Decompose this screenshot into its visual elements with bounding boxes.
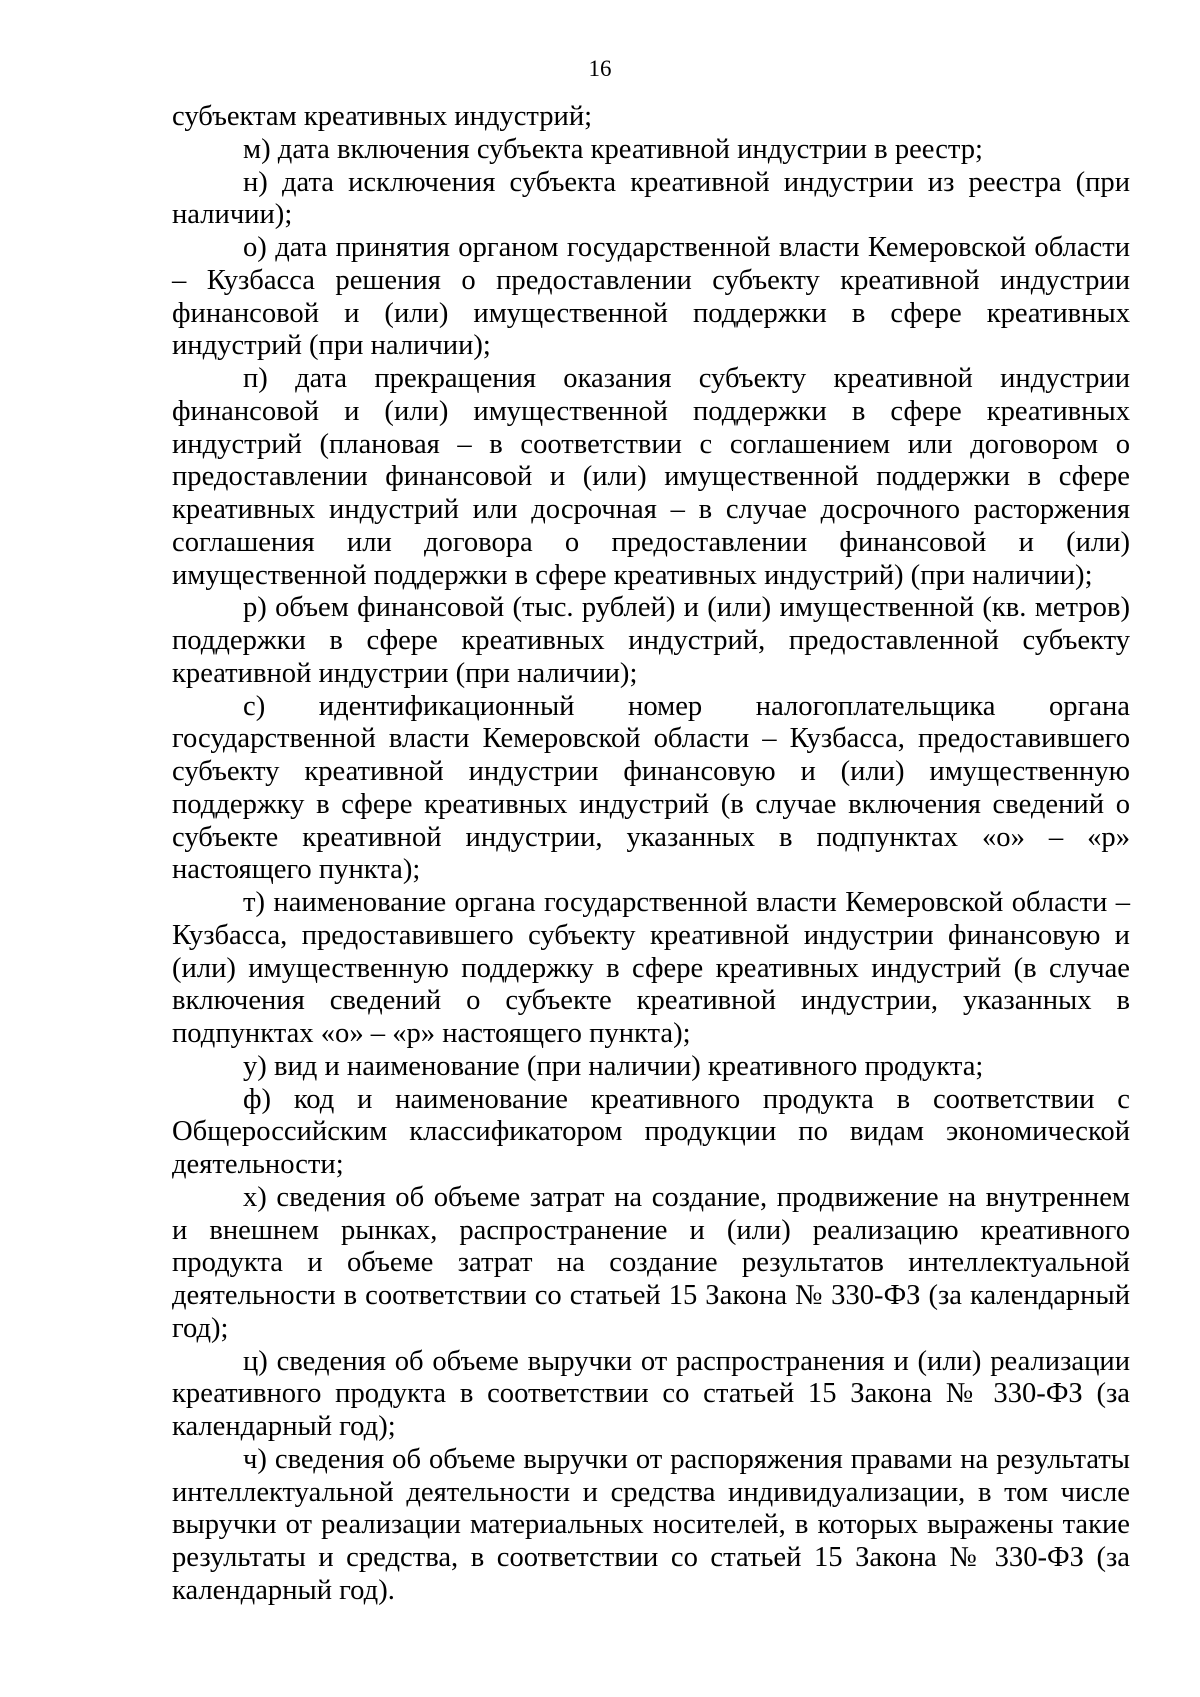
paragraph-item-m: м) дата включения субъекта креативной индустрии в реестр; — [243, 133, 983, 165]
paragraph-item-h: х) сведения об объеме затрат на создание, продвижение на внутреннем и внешнем рынках, распространение и (или) реализацию креативного продукта и объеме затрат на создание результатов интеллектуальной деятельности в соответствии со статьей 15 Закона № 330-ФЗ (за календарный год); — [172, 1181, 1130, 1344]
paragraph-item-r: р) объем финансовой (тыс. рублей) и (или) имущественной (кв. метров) поддержки в сфере креативных индустрий, предоставленной субъекту креативной индустрии (при наличии); — [172, 592, 1130, 689]
paragraph-item-s: с) идентификационный номер налогоплательщика органа государственной власти Кемеровской области – Кузбасса, предоставившего субъекту креативной индустрии финансовую и (или) имущественную поддержку в сфере креативных индустрий (в случае включения сведений о субъекте креативной индустрии, указанных в подпунктах «о» – «р» настоящего пункта); — [172, 690, 1130, 886]
paragraph-item-n: н) дата исключения субъекта креативной индустрии из реестра (при наличии); — [172, 166, 1130, 231]
paragraph-item-ts: ц) сведения об объеме выручки от распространения и (или) реализации креативного продукта в соответствии со статьей 15 Закона № 330-ФЗ (за календарный год); — [172, 1345, 1130, 1442]
paragraph-item-u: у) вид и наименование (при наличии) креативного продукта; — [243, 1050, 984, 1082]
paragraph-item-f: ф) код и наименование креативного продукта в соответствии с Общероссийским классификатором продукции по видам экономической деятельности; — [172, 1083, 1130, 1180]
paragraph-item-p: п) дата прекращения оказания субъекту креативной индустрии финансовой и (или) имущественной поддержки в сфере креативных индустрий (плановая – в соответствии с соглашением или договором о предоставлении финансовой и (или) имущественной поддержки в сфере креативных индустрий или досрочная – в случае досрочного расторжения соглашения или договора о предоставлении финансовой и (или) имущественной поддержки в сфере креативных индустрий) (при наличии); — [172, 363, 1130, 591]
page-number: 16 — [588, 56, 612, 81]
paragraph-item-t: т) наименование органа государственной власти Кемеровской области – Кузбасса, предоставившего субъекту креативной индустрии финансовую и (или) имущественную поддержку в сфере креативных индустрий (в случае включения сведений о субъекте креативной индустрии, указанных в подпунктах «о» – «р» настоящего пункта); — [172, 887, 1130, 1049]
paragraph-item-ch: ч) сведения об объеме выручки от распоряжения правами на результаты интеллектуальной деятельности и средства индивидуализации, в том числе выручки от реализации материальных носителей, в которых выражены такие результаты и средства, в соответствии со статьей 15 Закона № 330-ФЗ (за календарный год). — [172, 1443, 1130, 1606]
paragraph-continuation: субъектам креативных индустрий; — [172, 101, 593, 132]
document-body — [172, 101, 1130, 1608]
paragraph-item-o: о) дата принятия органом государственной власти Кемеровской области – Кузбасса решения о предоставлении субъекту креативной индустрии финансовой и (или) имущественной поддержки в сфере креативных индустрий (при наличии); — [172, 232, 1130, 362]
